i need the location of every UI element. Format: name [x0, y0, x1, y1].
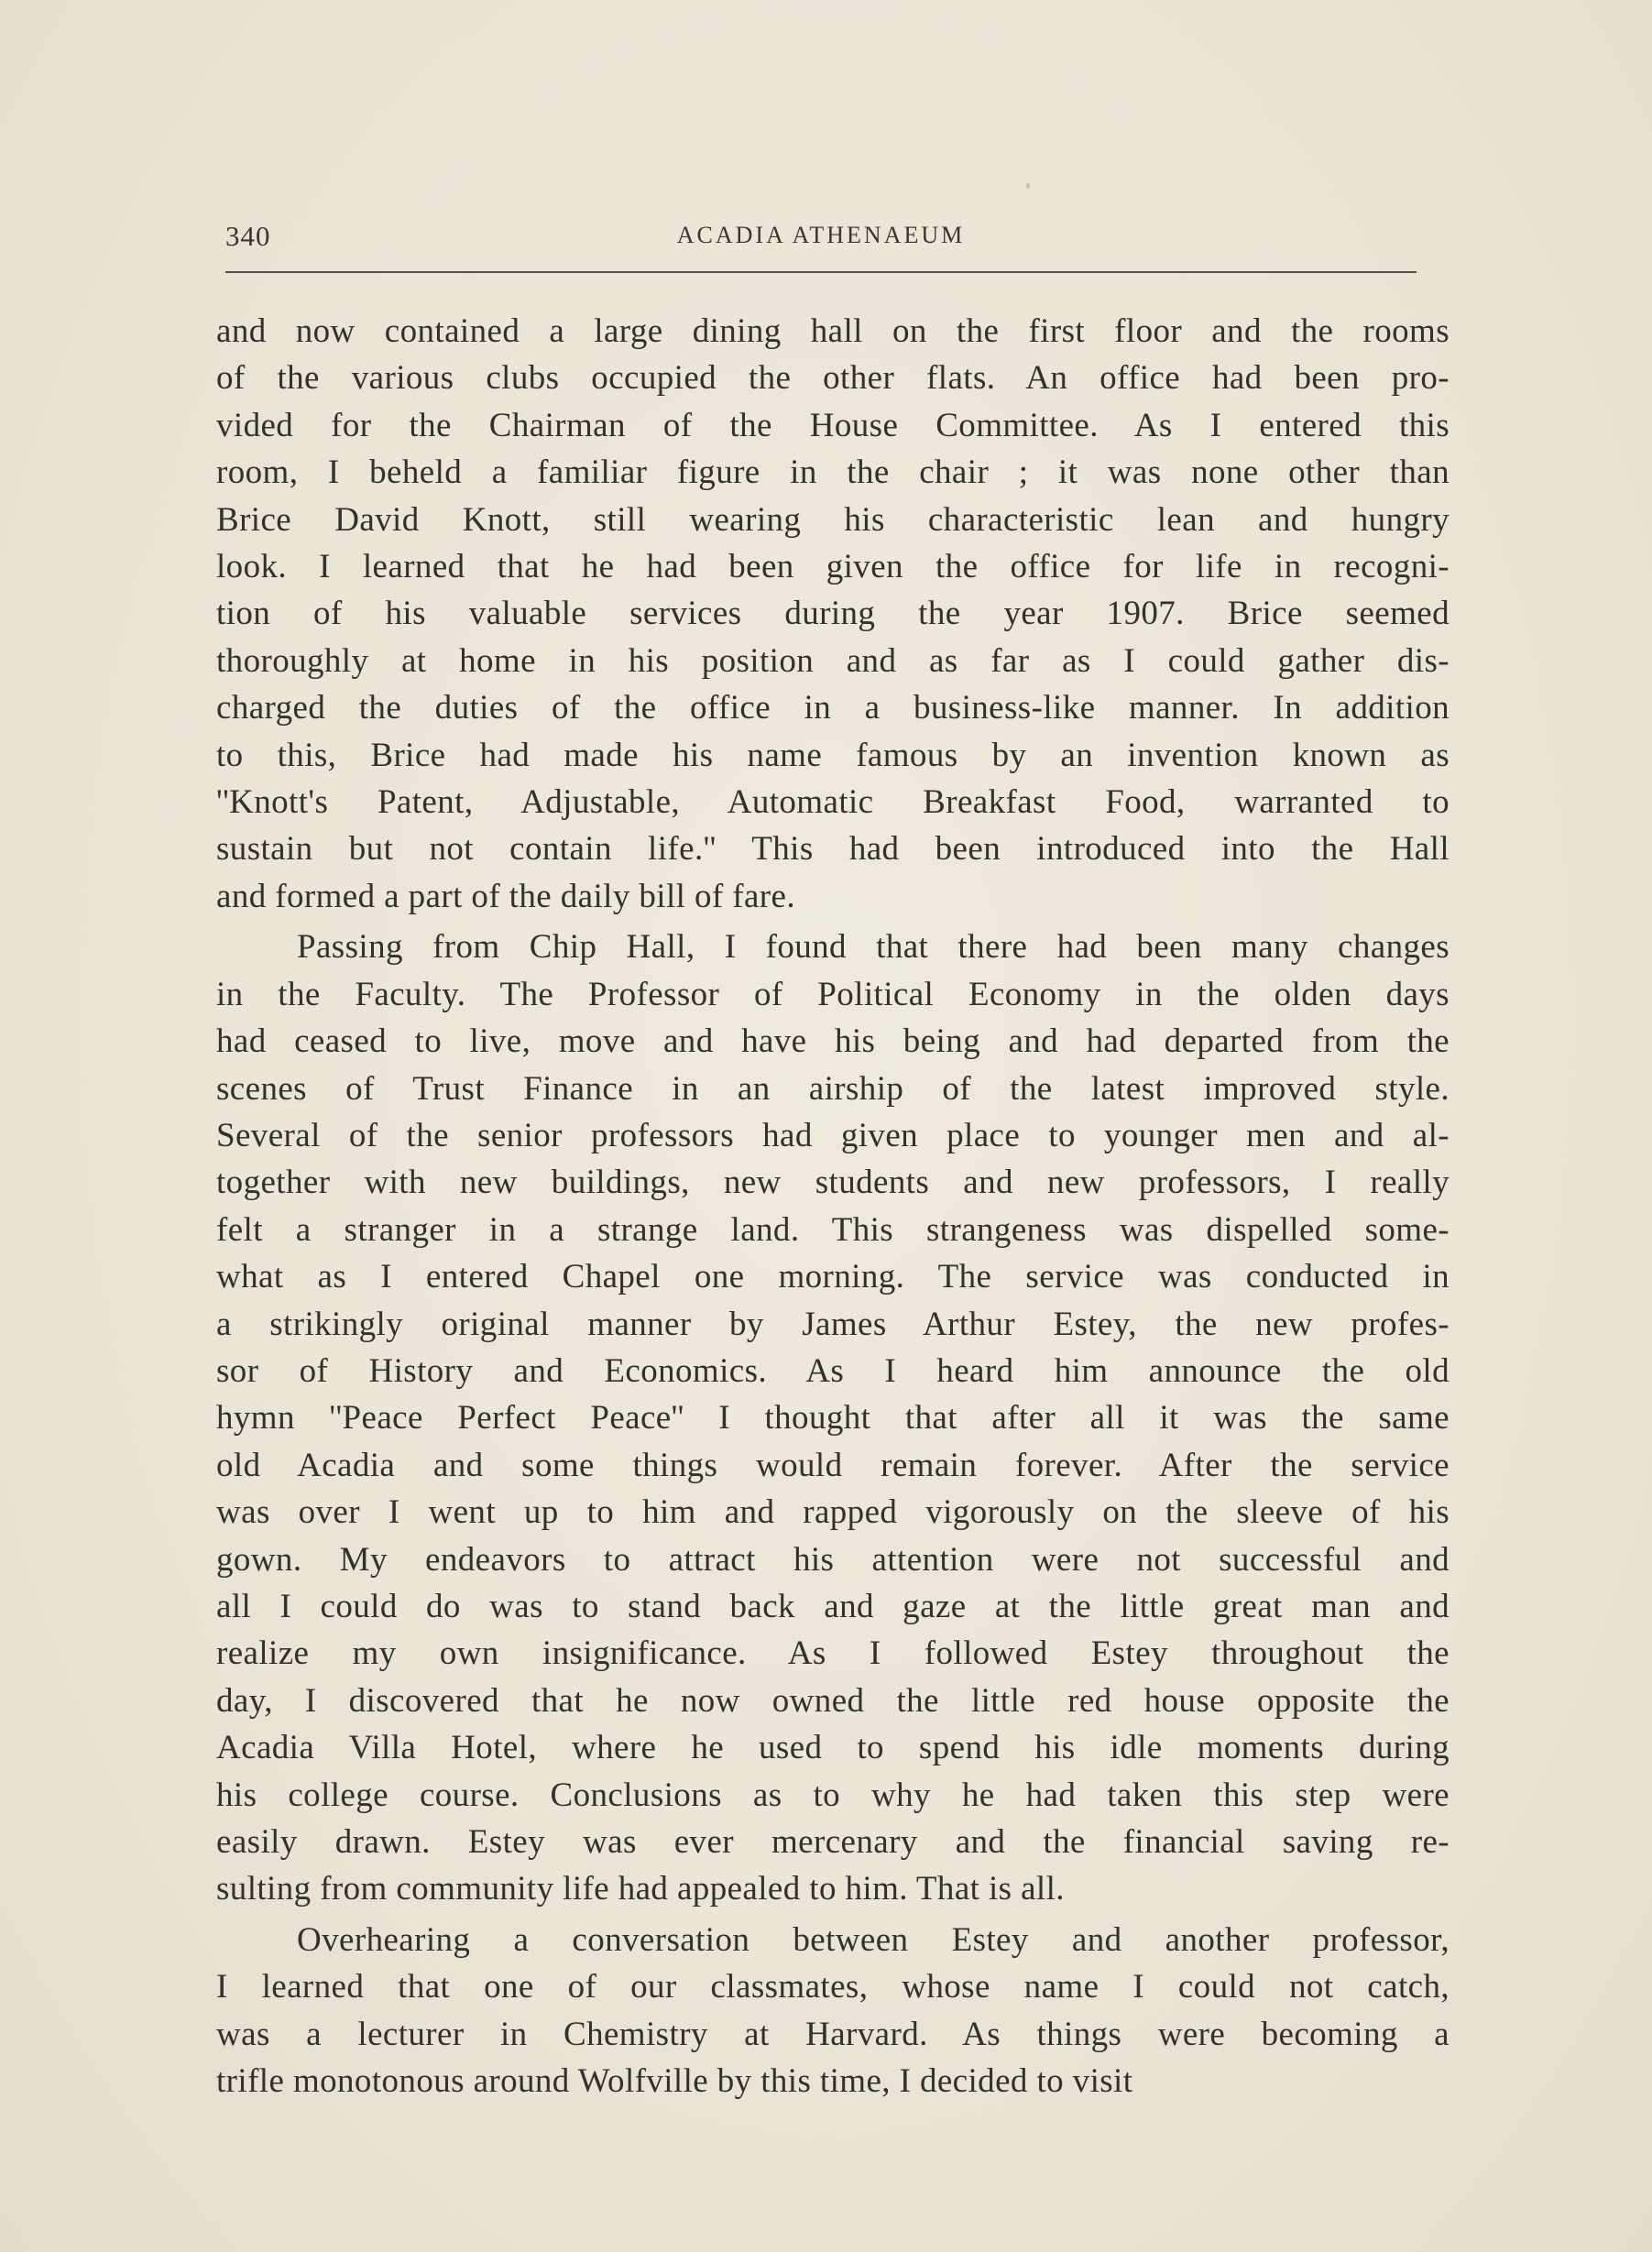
text-line: and now contained a large dining hall on the first floor and the rooms	[216, 312, 1450, 350]
text-line: all I could do was to stand back and gaze at the little great man and	[216, 1587, 1450, 1625]
text-line: sustain but not contain life.'' This had been introduced into the Hall	[216, 830, 1450, 869]
text-line: sor of History and Economics. As I heard him announce the old	[216, 1351, 1450, 1390]
text-line: Passing from Chip Hall, I found that there had been many changes	[297, 928, 1450, 967]
header-rule	[225, 271, 1417, 273]
text-line: charged the duties of the office in a business-like manner. In addition	[216, 689, 1450, 727]
text-line: a strikingly original manner by James Arthur Estey, the new profes-	[216, 1305, 1450, 1343]
ink-speck	[1026, 183, 1030, 189]
text-line: Overhearing a conversation between Estey and another professor,	[297, 1920, 1450, 1959]
text-line: sulting from community life had appealed to him. That is all.	[216, 1870, 1065, 1908]
text-line: thoroughly at home in his position and as far as I could gather dis-	[216, 641, 1450, 680]
paragraph	[216, 308, 1450, 920]
text-line: old Acadia and some things would remain forever. After the service	[216, 1446, 1450, 1484]
text-line: in the Faculty. The Professor of Political Economy in the olden days	[216, 975, 1450, 1013]
text-line: easily drawn. Estey was ever mercenary and the financial saving re-	[216, 1823, 1450, 1861]
text-line: scenes of Trust Finance in an airship of the latest improved style.	[216, 1069, 1450, 1108]
text-line: Several of the senior professors had given place to younger men and al-	[216, 1116, 1450, 1154]
text-line: gown. My endeavors to attract his attention were not successful and	[216, 1540, 1450, 1579]
text-line: look. I learned that he had been given the office for life in recogni-	[216, 548, 1450, 586]
text-line: tion of his valuable services during the year 1907. Brice seemed	[216, 595, 1450, 633]
text-line: felt a stranger in a strange land. This strangeness was dispelled some-	[216, 1210, 1450, 1249]
text-line: his college course. Conclusions as to why he had taken this step were	[216, 1776, 1450, 1814]
body-text	[216, 308, 1450, 2104]
text-line: was over I went up to him and rapped vigorously on the sleeve of his	[216, 1493, 1450, 1532]
text-line: was a lecturer in Chemistry at Harvard. As things were becoming a	[216, 2015, 1450, 2053]
text-line: ''Knott's Patent, Adjustable, Automatic Breakfast Food, warranted to	[216, 783, 1450, 822]
text-line: had ceased to live, move and have his being and had departed from the	[216, 1022, 1450, 1061]
text-line: hymn ''Peace Perfect Peace'' I thought that after all it was the same	[216, 1399, 1450, 1438]
text-line: day, I discovered that he now owned the little red house opposite the	[216, 1681, 1450, 1720]
text-line: realize my own insignificance. As I followed Estey throughout the	[216, 1634, 1450, 1673]
text-line: Brice David Knott, still wearing his characteristic lean and hungry	[216, 500, 1450, 539]
paragraph	[216, 924, 1450, 1913]
page-number: 340	[225, 220, 271, 252]
text-line: Acadia Villa Hotel, where he used to spend his idle moments during	[216, 1729, 1450, 1767]
text-line: to this, Brice had made his name famous by an invention known as	[216, 736, 1450, 774]
text-line: vided for the Chairman of the House Committee. As I entered this	[216, 406, 1450, 444]
text-line: I learned that one of our classmates, whose name I could not catch,	[216, 1968, 1450, 2006]
text-line: what as I entered Chapel one morning. The service was conducted in	[216, 1258, 1450, 1296]
text-line: together with new buildings, new students and new professors, I really	[216, 1164, 1450, 1202]
text-line: and formed a part of the daily bill of fare.	[216, 877, 795, 915]
text-line: of the various clubs occupied the other flats. An office had been pro-	[216, 359, 1450, 398]
running-head: ACADIA ATHENAEUM	[676, 222, 966, 248]
paragraph	[216, 1917, 1450, 2105]
text-line: room, I beheld a familiar figure in the chair ; it was none other than	[216, 454, 1450, 492]
text-line: trifle monotonous around Wolfville by this time, I decided to visit	[216, 2062, 1133, 2101]
page-header	[225, 220, 1417, 266]
